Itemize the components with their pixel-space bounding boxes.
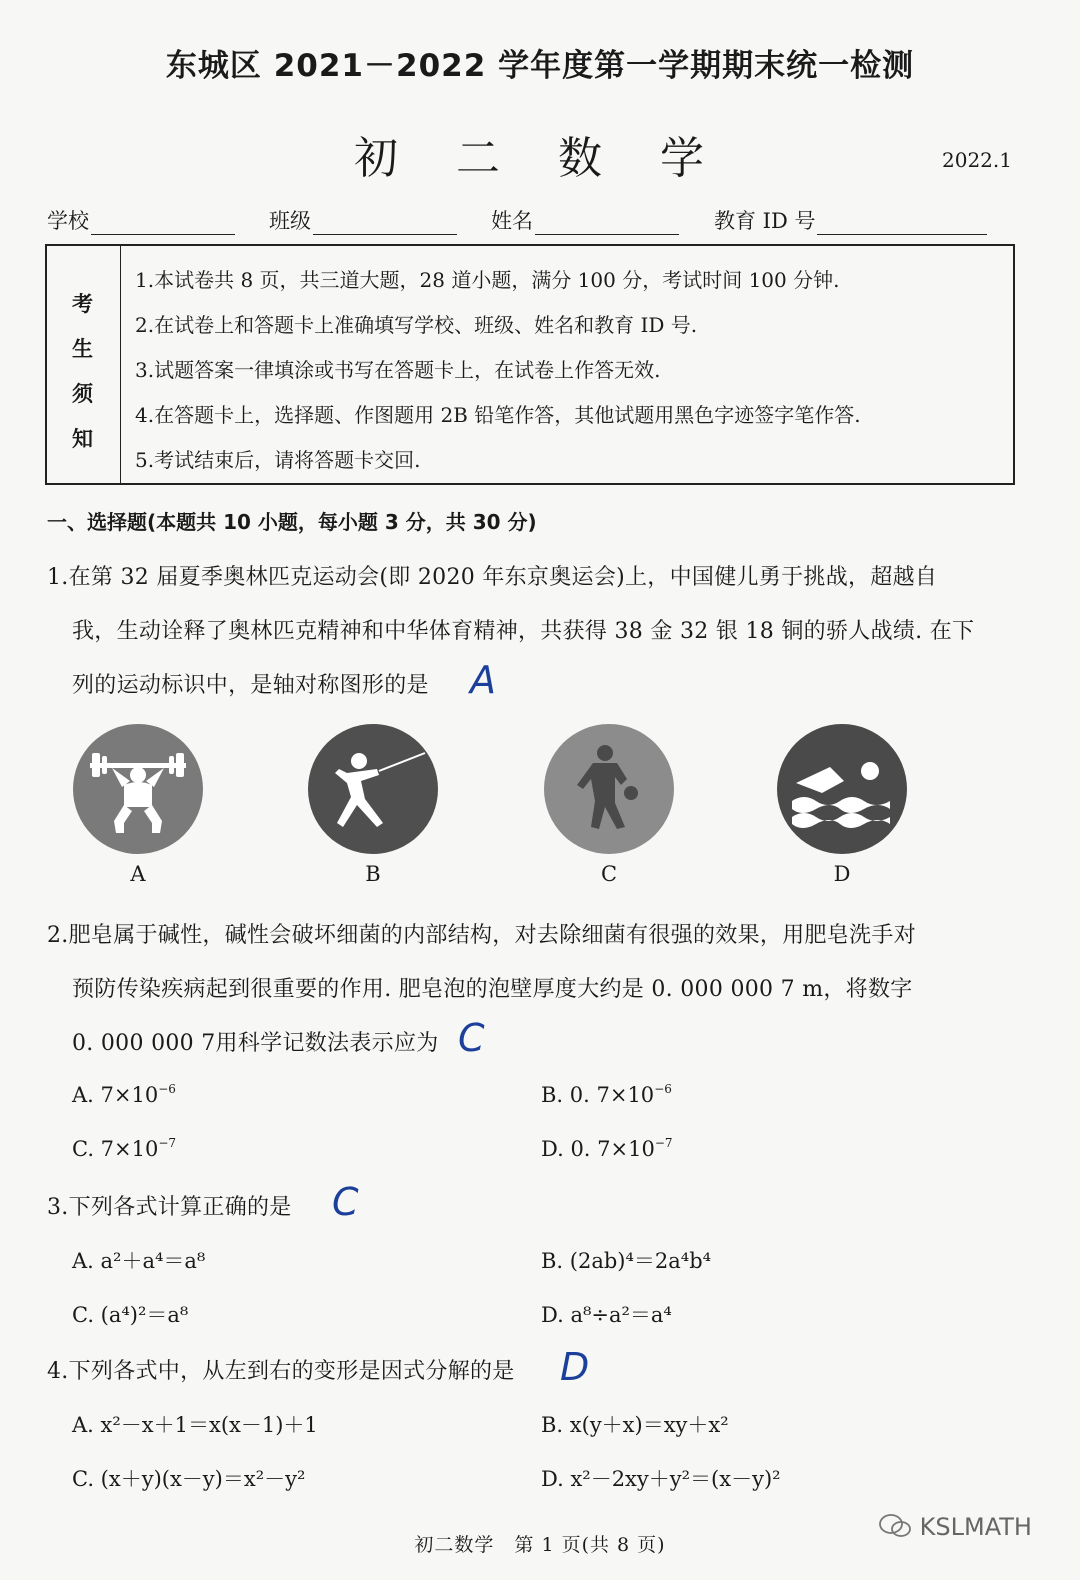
notice-rule-5: 5.考试结束后，请将答题卡交回. <box>135 448 421 472</box>
q2-option-a: A. $7\times 10^{-6}$ <box>72 1082 176 1107</box>
notice-rule-4: 4.在答题卡上，选择题、作图题用 2B 铅笔作答，其他试题用黑色字迹签字笔作答. <box>135 403 861 427</box>
notice-rule-2: 2.在试卷上和答题卡上准确填写学校、班级、姓名和教育 ID 号. <box>135 313 698 337</box>
page-footer: 初二数学 第 1 页(共 8 页) <box>414 1534 666 1556</box>
icon-label-c: C <box>600 862 618 886</box>
q3-handwritten-answer: C <box>332 1180 359 1224</box>
q4-option-a: A. x²－x＋1＝x(x－1)＋1 <box>72 1413 318 1437</box>
class-field[interactable]: 班级 <box>269 205 457 235</box>
edu-id-blank[interactable] <box>817 210 987 235</box>
swimming-icon <box>776 723 908 855</box>
icon-label-d: D <box>833 862 851 886</box>
name-field[interactable]: 姓名 <box>491 205 679 235</box>
q1-line-1: 1.在第 32 届夏季奥林匹克运动会(即 2020 年东京奥运会)上，中国健儿勇于挑战，超越自 <box>47 565 938 590</box>
subject-title: 初 二 数 学 <box>354 133 726 184</box>
name-blank[interactable] <box>535 210 679 235</box>
weightlifting-icon <box>72 723 204 855</box>
exam-date: 2022.1 <box>942 148 1012 172</box>
q3-option-b: B. (2ab)⁴＝2a⁴b⁴ <box>541 1249 712 1273</box>
fencing-icon <box>307 723 439 855</box>
q2-line-1: 2.肥皂属于碱性，碱性会破坏细菌的内部结构，对去除细菌有很强的效果，用肥皂洗手对 <box>47 923 916 948</box>
q2-option-c: C. $7\times 10^{-7}$ <box>72 1136 177 1161</box>
exam-title: 东城区 2021－2022 学年度第一学期期末统一检测 <box>165 48 915 84</box>
q3-stem: 3.下列各式计算正确的是 <box>47 1195 292 1220</box>
q3-option-d: D. a⁸÷a²＝a⁴ <box>541 1303 672 1327</box>
section-heading: 一、选择题(本题共 10 小题，每小题 3 分，共 30 分) <box>47 510 537 534</box>
exam-notice-box <box>45 244 1015 485</box>
icon-label-b: B <box>365 862 381 886</box>
edu-id-field[interactable]: 教育 ID 号 <box>714 205 987 235</box>
basketball-icon <box>543 723 675 855</box>
q1-handwritten-answer: A <box>470 658 496 702</box>
school-blank[interactable] <box>91 210 235 235</box>
q1-line-2: 我，生动诠释了奥林匹克精神和中华体育精神，共获得 38 金 32 银 18 铜的骄人战绩. 在下 <box>72 619 975 644</box>
wechat-icon <box>878 1513 912 1539</box>
watermark: KSLMATH <box>878 1513 1032 1541</box>
q3-option-a: A. a²＋a⁴＝a⁸ <box>72 1249 206 1273</box>
notice-rule-3: 3.试题答案一律填涂或书写在答题卡上，在试卷上作答无效. <box>135 358 661 382</box>
notice-label: 考 生 须 知 <box>47 246 121 483</box>
q4-option-b: B. x(y＋x)＝xy＋x² <box>541 1413 729 1437</box>
q4-stem: 4.下列各式中，从左到右的变形是因式分解的是 <box>47 1359 515 1384</box>
q2-option-b: B. 0. $7\times 10^{-6}$ <box>541 1082 672 1107</box>
q2-line-3: 0. 000 000 7用科学记数法表示应为 <box>72 1031 439 1056</box>
q4-option-c: C. (x＋y)(x－y)＝x²－y² <box>72 1467 306 1491</box>
icon-label-a: A <box>130 862 146 886</box>
q2-option-d: D. 0. $7\times 10^{-7}$ <box>541 1136 673 1161</box>
q3-option-c: C. (a⁴)²＝a⁸ <box>72 1303 189 1327</box>
q4-option-d: D. x²－2xy＋y²＝(x－y)² <box>541 1467 781 1491</box>
notice-rule-1: 1.本试卷共 8 页，共三道大题，28 道小题，满分 100 分，考试时间 100 分钟. <box>135 268 840 292</box>
q2-handwritten-answer: C <box>458 1016 485 1060</box>
q4-handwritten-answer: D <box>560 1345 590 1389</box>
q2-line-2: 预防传染疾病起到很重要的作用. 肥皂泡的泡壁厚度大约是 0. 000 000 7 m，将数字 <box>72 977 913 1002</box>
class-blank[interactable] <box>313 210 457 235</box>
q1-line-3: 列的运动标识中，是轴对称图形的是 <box>72 673 429 698</box>
school-field[interactable]: 学校 <box>47 205 235 235</box>
